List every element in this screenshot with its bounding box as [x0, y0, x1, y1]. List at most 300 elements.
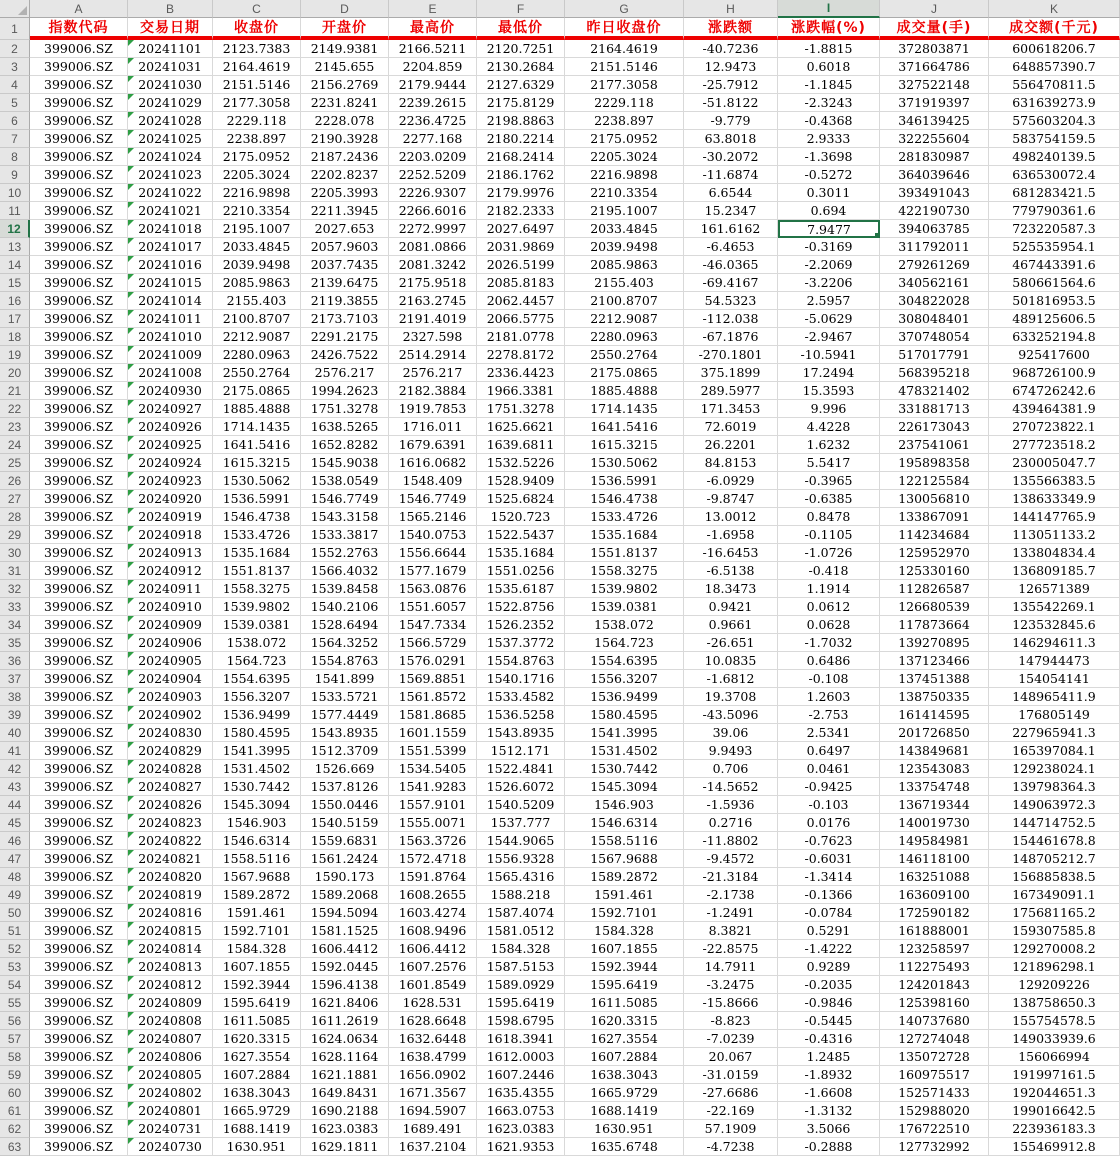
- cell-A37[interactable]: 399006.SZ: [30, 670, 128, 688]
- cell-C39[interactable]: 1536.9499: [213, 706, 301, 724]
- row-header-32[interactable]: 32: [0, 580, 30, 598]
- row-header-46[interactable]: 46: [0, 832, 30, 850]
- cell-E29[interactable]: 1540.0753: [389, 526, 477, 544]
- cell-E19[interactable]: 2514.2914: [389, 346, 477, 364]
- cell-C25[interactable]: 1615.3215: [213, 454, 301, 472]
- row-header-35[interactable]: 35: [0, 634, 30, 652]
- cell-A4[interactable]: 399006.SZ: [30, 76, 128, 94]
- cell-D30[interactable]: 1552.2763: [301, 544, 389, 562]
- cell-C30[interactable]: 1535.1684: [213, 544, 301, 562]
- row-header-51[interactable]: 51: [0, 922, 30, 940]
- cell-I3[interactable]: 0.6018: [778, 58, 880, 76]
- cell-C4[interactable]: 2151.5146: [213, 76, 301, 94]
- cell-G43[interactable]: 1545.3094: [565, 778, 684, 796]
- cell-E5[interactable]: 2239.2615: [389, 94, 477, 112]
- cell-D16[interactable]: 2119.3855: [301, 292, 389, 310]
- cell-K27[interactable]: 138633349.9: [989, 490, 1120, 508]
- cell-E39[interactable]: 1581.8685: [389, 706, 477, 724]
- cell-H38[interactable]: 19.3708: [684, 688, 778, 706]
- cell-I37[interactable]: -0.108: [778, 670, 880, 688]
- cell-B18[interactable]: 20241010: [128, 328, 213, 346]
- row-header-31[interactable]: 31: [0, 562, 30, 580]
- cell-D10[interactable]: 2205.3993: [301, 184, 389, 202]
- cell-H49[interactable]: -2.1738: [684, 886, 778, 904]
- cell-I25[interactable]: 5.5417: [778, 454, 880, 472]
- cell-C31[interactable]: 1551.8137: [213, 562, 301, 580]
- cell-H6[interactable]: -9.779: [684, 112, 778, 130]
- cell-E16[interactable]: 2163.2745: [389, 292, 477, 310]
- cell-A24[interactable]: 399006.SZ: [30, 436, 128, 454]
- cell-A20[interactable]: 399006.SZ: [30, 364, 128, 382]
- cell-K5[interactable]: 631639273.9: [989, 94, 1120, 112]
- cell-J54[interactable]: 124201843: [880, 976, 989, 994]
- cell-C7[interactable]: 2238.897: [213, 130, 301, 148]
- row-header-23[interactable]: 23: [0, 418, 30, 436]
- cell-A12[interactable]: 399006.SZ: [30, 220, 128, 238]
- cell-C37[interactable]: 1554.6395: [213, 670, 301, 688]
- cell-E52[interactable]: 1606.4412: [389, 940, 477, 958]
- cell-H41[interactable]: 9.9493: [684, 742, 778, 760]
- cell-F32[interactable]: 1535.6187: [477, 580, 565, 598]
- cell-G47[interactable]: 1567.9688: [565, 850, 684, 868]
- cell-E22[interactable]: 1919.7853: [389, 400, 477, 418]
- cell-A32[interactable]: 399006.SZ: [30, 580, 128, 598]
- cell-G21[interactable]: 1885.4888: [565, 382, 684, 400]
- cell-F59[interactable]: 1607.2446: [477, 1066, 565, 1084]
- cell-C43[interactable]: 1530.7442: [213, 778, 301, 796]
- cell-D52[interactable]: 1606.4412: [301, 940, 389, 958]
- cell-B38[interactable]: 20240903: [128, 688, 213, 706]
- cell-J18[interactable]: 370748054: [880, 328, 989, 346]
- cell-B54[interactable]: 20240812: [128, 976, 213, 994]
- cell-H33[interactable]: 0.9421: [684, 598, 778, 616]
- cell-K16[interactable]: 501816953.5: [989, 292, 1120, 310]
- cell-E40[interactable]: 1601.1559: [389, 724, 477, 742]
- cell-H5[interactable]: -51.8122: [684, 94, 778, 112]
- cell-C33[interactable]: 1539.9802: [213, 598, 301, 616]
- cell-I22[interactable]: 9.996: [778, 400, 880, 418]
- cell-E36[interactable]: 1576.0291: [389, 652, 477, 670]
- cell-F18[interactable]: 2181.0778: [477, 328, 565, 346]
- cell-K49[interactable]: 167349091.1: [989, 886, 1120, 904]
- cell-I57[interactable]: -0.4316: [778, 1030, 880, 1048]
- cell-E6[interactable]: 2236.4725: [389, 112, 477, 130]
- cell-I7[interactable]: 2.9333: [778, 130, 880, 148]
- cell-A29[interactable]: 399006.SZ: [30, 526, 128, 544]
- cell-C61[interactable]: 1665.9729: [213, 1102, 301, 1120]
- cell-G23[interactable]: 1641.5416: [565, 418, 684, 436]
- row-header-8[interactable]: 8: [0, 148, 30, 166]
- cell-B56[interactable]: 20240808: [128, 1012, 213, 1030]
- cell-K43[interactable]: 139798364.3: [989, 778, 1120, 796]
- cell-G27[interactable]: 1546.4738: [565, 490, 684, 508]
- cell-J52[interactable]: 123258597: [880, 940, 989, 958]
- cell-K52[interactable]: 129270008.2: [989, 940, 1120, 958]
- cell-G16[interactable]: 2100.8707: [565, 292, 684, 310]
- cell-G10[interactable]: 2210.3354: [565, 184, 684, 202]
- cell-H42[interactable]: 0.706: [684, 760, 778, 778]
- cell-G39[interactable]: 1580.4595: [565, 706, 684, 724]
- cell-K51[interactable]: 159307585.8: [989, 922, 1120, 940]
- cell-G55[interactable]: 1611.5085: [565, 994, 684, 1012]
- cell-E51[interactable]: 1608.9496: [389, 922, 477, 940]
- cell-I18[interactable]: -2.9467: [778, 328, 880, 346]
- cell-K47[interactable]: 148705212.7: [989, 850, 1120, 868]
- cell-C19[interactable]: 2280.0963: [213, 346, 301, 364]
- cell-D32[interactable]: 1539.8458: [301, 580, 389, 598]
- cell-J29[interactable]: 114234684: [880, 526, 989, 544]
- cell-D4[interactable]: 2156.2769: [301, 76, 389, 94]
- cell-J28[interactable]: 133867091: [880, 508, 989, 526]
- cell-B29[interactable]: 20240918: [128, 526, 213, 544]
- cell-C32[interactable]: 1558.3275: [213, 580, 301, 598]
- cell-E41[interactable]: 1551.5399: [389, 742, 477, 760]
- cell-C46[interactable]: 1546.6314: [213, 832, 301, 850]
- cell-E25[interactable]: 1616.0682: [389, 454, 477, 472]
- cell-J30[interactable]: 125952970: [880, 544, 989, 562]
- cell-K13[interactable]: 525535954.1: [989, 238, 1120, 256]
- cell-B11[interactable]: 20241021: [128, 202, 213, 220]
- cell-C63[interactable]: 1630.951: [213, 1138, 301, 1156]
- cell-B52[interactable]: 20240814: [128, 940, 213, 958]
- cell-G9[interactable]: 2216.9898: [565, 166, 684, 184]
- cell-K53[interactable]: 121896298.1: [989, 958, 1120, 976]
- cell-J19[interactable]: 517017791: [880, 346, 989, 364]
- column-header-E[interactable]: E: [389, 0, 477, 18]
- row-header-50[interactable]: 50: [0, 904, 30, 922]
- cell-J25[interactable]: 195898358: [880, 454, 989, 472]
- cell-B32[interactable]: 20240911: [128, 580, 213, 598]
- cell-H30[interactable]: -16.6453: [684, 544, 778, 562]
- cell-B39[interactable]: 20240902: [128, 706, 213, 724]
- cell-B41[interactable]: 20240829: [128, 742, 213, 760]
- cell-B49[interactable]: 20240819: [128, 886, 213, 904]
- cell-G6[interactable]: 2238.897: [565, 112, 684, 130]
- cell-D39[interactable]: 1577.4449: [301, 706, 389, 724]
- cell-K14[interactable]: 467443391.6: [989, 256, 1120, 274]
- cell-D34[interactable]: 1528.6494: [301, 616, 389, 634]
- cell-C49[interactable]: 1589.2872: [213, 886, 301, 904]
- cell-C21[interactable]: 2175.0865: [213, 382, 301, 400]
- cell-F9[interactable]: 2186.1762: [477, 166, 565, 184]
- cell-D11[interactable]: 2211.3945: [301, 202, 389, 220]
- cell-D6[interactable]: 2228.078: [301, 112, 389, 130]
- row-header-56[interactable]: 56: [0, 1012, 30, 1030]
- cell-C26[interactable]: 1530.5062: [213, 472, 301, 490]
- cell-B40[interactable]: 20240830: [128, 724, 213, 742]
- cell-H58[interactable]: 20.067: [684, 1048, 778, 1066]
- cell-K24[interactable]: 277723518.2: [989, 436, 1120, 454]
- cell-E35[interactable]: 1566.5729: [389, 634, 477, 652]
- row-header-63[interactable]: 63: [0, 1138, 30, 1156]
- cell-B16[interactable]: 20241014: [128, 292, 213, 310]
- row-header-52[interactable]: 52: [0, 940, 30, 958]
- header-cell-H[interactable]: 涨跌额: [684, 18, 778, 40]
- row-header-41[interactable]: 41: [0, 742, 30, 760]
- cell-D13[interactable]: 2057.9603: [301, 238, 389, 256]
- cell-J5[interactable]: 371919397: [880, 94, 989, 112]
- cell-J32[interactable]: 112826587: [880, 580, 989, 598]
- cell-A18[interactable]: 399006.SZ: [30, 328, 128, 346]
- cell-J2[interactable]: 372803871: [880, 40, 989, 58]
- cell-I2[interactable]: -1.8815: [778, 40, 880, 58]
- cell-E20[interactable]: 2576.217: [389, 364, 477, 382]
- cell-F39[interactable]: 1536.5258: [477, 706, 565, 724]
- cell-K26[interactable]: 135566383.5: [989, 472, 1120, 490]
- cell-C17[interactable]: 2100.8707: [213, 310, 301, 328]
- cell-H17[interactable]: -112.038: [684, 310, 778, 328]
- cell-I16[interactable]: 2.5957: [778, 292, 880, 310]
- cell-B59[interactable]: 20240805: [128, 1066, 213, 1084]
- cell-G38[interactable]: 1536.9499: [565, 688, 684, 706]
- cell-C62[interactable]: 1688.1419: [213, 1120, 301, 1138]
- cell-C10[interactable]: 2216.9898: [213, 184, 301, 202]
- cell-F35[interactable]: 1537.3772: [477, 634, 565, 652]
- cell-A43[interactable]: 399006.SZ: [30, 778, 128, 796]
- header-cell-I[interactable]: 涨跌幅(%): [778, 18, 880, 40]
- cell-F26[interactable]: 1528.9409: [477, 472, 565, 490]
- cell-A62[interactable]: 399006.SZ: [30, 1120, 128, 1138]
- header-cell-K[interactable]: 成交额(千元): [989, 18, 1120, 40]
- cell-D60[interactable]: 1649.8431: [301, 1084, 389, 1102]
- row-header-19[interactable]: 19: [0, 346, 30, 364]
- cell-I8[interactable]: -1.3698: [778, 148, 880, 166]
- cell-H4[interactable]: -25.7912: [684, 76, 778, 94]
- cell-K44[interactable]: 149063972.3: [989, 796, 1120, 814]
- row-header-13[interactable]: 13: [0, 238, 30, 256]
- cell-A50[interactable]: 399006.SZ: [30, 904, 128, 922]
- cell-J37[interactable]: 137451388: [880, 670, 989, 688]
- cell-A47[interactable]: 399006.SZ: [30, 850, 128, 868]
- cell-J24[interactable]: 237541061: [880, 436, 989, 454]
- cell-E47[interactable]: 1572.4718: [389, 850, 477, 868]
- cell-C27[interactable]: 1536.5991: [213, 490, 301, 508]
- cell-I31[interactable]: -0.418: [778, 562, 880, 580]
- row-header-44[interactable]: 44: [0, 796, 30, 814]
- cell-E14[interactable]: 2081.3242: [389, 256, 477, 274]
- cell-F37[interactable]: 1540.1716: [477, 670, 565, 688]
- cell-D49[interactable]: 1589.2068: [301, 886, 389, 904]
- row-header-4[interactable]: 4: [0, 76, 30, 94]
- cell-E44[interactable]: 1557.9101: [389, 796, 477, 814]
- cell-D50[interactable]: 1594.5094: [301, 904, 389, 922]
- cell-D37[interactable]: 1541.899: [301, 670, 389, 688]
- cell-A38[interactable]: 399006.SZ: [30, 688, 128, 706]
- cell-G26[interactable]: 1536.5991: [565, 472, 684, 490]
- row-header-53[interactable]: 53: [0, 958, 30, 976]
- cell-F45[interactable]: 1537.777: [477, 814, 565, 832]
- cell-J53[interactable]: 112275493: [880, 958, 989, 976]
- cell-I19[interactable]: -10.5941: [778, 346, 880, 364]
- cell-E18[interactable]: 2327.598: [389, 328, 477, 346]
- cell-I24[interactable]: 1.6232: [778, 436, 880, 454]
- cell-G5[interactable]: 2229.118: [565, 94, 684, 112]
- cell-J10[interactable]: 393491043: [880, 184, 989, 202]
- cell-H22[interactable]: 171.3453: [684, 400, 778, 418]
- column-header-G[interactable]: G: [565, 0, 684, 18]
- cell-E15[interactable]: 2175.9518: [389, 274, 477, 292]
- row-header-28[interactable]: 28: [0, 508, 30, 526]
- cell-G30[interactable]: 1551.8137: [565, 544, 684, 562]
- cell-C55[interactable]: 1595.6419: [213, 994, 301, 1012]
- cell-K15[interactable]: 580661564.6: [989, 274, 1120, 292]
- cell-G63[interactable]: 1635.6748: [565, 1138, 684, 1156]
- cell-C15[interactable]: 2085.9863: [213, 274, 301, 292]
- cell-C44[interactable]: 1545.3094: [213, 796, 301, 814]
- row-header-15[interactable]: 15: [0, 274, 30, 292]
- cell-H43[interactable]: -14.5652: [684, 778, 778, 796]
- cell-A39[interactable]: 399006.SZ: [30, 706, 128, 724]
- cell-J33[interactable]: 126680539: [880, 598, 989, 616]
- cell-H39[interactable]: -43.5096: [684, 706, 778, 724]
- cell-A60[interactable]: 399006.SZ: [30, 1084, 128, 1102]
- cell-G3[interactable]: 2151.5146: [565, 58, 684, 76]
- cell-A34[interactable]: 399006.SZ: [30, 616, 128, 634]
- cell-F14[interactable]: 2026.5199: [477, 256, 565, 274]
- cell-E4[interactable]: 2179.9444: [389, 76, 477, 94]
- cell-K6[interactable]: 575603204.3: [989, 112, 1120, 130]
- cell-D46[interactable]: 1559.6831: [301, 832, 389, 850]
- cell-E46[interactable]: 1563.3726: [389, 832, 477, 850]
- cell-G29[interactable]: 1535.1684: [565, 526, 684, 544]
- cell-K29[interactable]: 113051133.2: [989, 526, 1120, 544]
- cell-K33[interactable]: 135542269.1: [989, 598, 1120, 616]
- cell-J4[interactable]: 327522148: [880, 76, 989, 94]
- cell-D31[interactable]: 1566.4032: [301, 562, 389, 580]
- cell-E13[interactable]: 2081.0866: [389, 238, 477, 256]
- cell-I26[interactable]: -0.3965: [778, 472, 880, 490]
- cell-J13[interactable]: 311792011: [880, 238, 989, 256]
- cell-D25[interactable]: 1545.9038: [301, 454, 389, 472]
- cell-H60[interactable]: -27.6686: [684, 1084, 778, 1102]
- cell-B6[interactable]: 20241028: [128, 112, 213, 130]
- cell-F51[interactable]: 1581.0512: [477, 922, 565, 940]
- cell-I61[interactable]: -1.3132: [778, 1102, 880, 1120]
- cell-K41[interactable]: 165397084.1: [989, 742, 1120, 760]
- cell-B60[interactable]: 20240802: [128, 1084, 213, 1102]
- cell-G60[interactable]: 1665.9729: [565, 1084, 684, 1102]
- cell-C11[interactable]: 2210.3354: [213, 202, 301, 220]
- cell-F56[interactable]: 1598.6795: [477, 1012, 565, 1030]
- cell-I14[interactable]: -2.2069: [778, 256, 880, 274]
- cell-F40[interactable]: 1543.8935: [477, 724, 565, 742]
- cell-G8[interactable]: 2205.3024: [565, 148, 684, 166]
- cell-B34[interactable]: 20240909: [128, 616, 213, 634]
- cell-A63[interactable]: 399006.SZ: [30, 1138, 128, 1156]
- cell-D40[interactable]: 1543.8935: [301, 724, 389, 742]
- cell-B9[interactable]: 20241023: [128, 166, 213, 184]
- cell-A26[interactable]: 399006.SZ: [30, 472, 128, 490]
- cell-I6[interactable]: -0.4368: [778, 112, 880, 130]
- row-header-36[interactable]: 36: [0, 652, 30, 670]
- cell-I5[interactable]: -2.3243: [778, 94, 880, 112]
- cell-K45[interactable]: 144714752.5: [989, 814, 1120, 832]
- cell-I20[interactable]: 17.2494: [778, 364, 880, 382]
- cell-B22[interactable]: 20240927: [128, 400, 213, 418]
- cell-B2[interactable]: 20241101: [128, 40, 213, 58]
- cell-G2[interactable]: 2164.4619: [565, 40, 684, 58]
- cell-C54[interactable]: 1592.3944: [213, 976, 301, 994]
- cell-D44[interactable]: 1550.0446: [301, 796, 389, 814]
- cell-G14[interactable]: 2085.9863: [565, 256, 684, 274]
- cell-I40[interactable]: 2.5341: [778, 724, 880, 742]
- cell-A17[interactable]: 399006.SZ: [30, 310, 128, 328]
- cell-C2[interactable]: 2123.7383: [213, 40, 301, 58]
- column-header-C[interactable]: C: [213, 0, 301, 18]
- cell-B53[interactable]: 20240813: [128, 958, 213, 976]
- cell-D59[interactable]: 1621.1881: [301, 1066, 389, 1084]
- cell-E32[interactable]: 1563.0876: [389, 580, 477, 598]
- cell-D19[interactable]: 2426.7522: [301, 346, 389, 364]
- cell-G19[interactable]: 2550.2764: [565, 346, 684, 364]
- cell-K25[interactable]: 230005047.7: [989, 454, 1120, 472]
- cell-C29[interactable]: 1533.4726: [213, 526, 301, 544]
- cell-B31[interactable]: 20240912: [128, 562, 213, 580]
- cell-G44[interactable]: 1546.903: [565, 796, 684, 814]
- cell-A58[interactable]: 399006.SZ: [30, 1048, 128, 1066]
- cell-K57[interactable]: 149033939.6: [989, 1030, 1120, 1048]
- cell-E8[interactable]: 2203.0209: [389, 148, 477, 166]
- cell-K60[interactable]: 192044651.3: [989, 1084, 1120, 1102]
- cell-C42[interactable]: 1531.4502: [213, 760, 301, 778]
- cell-K21[interactable]: 674726242.6: [989, 382, 1120, 400]
- cell-G17[interactable]: 2212.9087: [565, 310, 684, 328]
- cell-E30[interactable]: 1556.6644: [389, 544, 477, 562]
- cell-F13[interactable]: 2031.9869: [477, 238, 565, 256]
- cell-G45[interactable]: 1546.6314: [565, 814, 684, 832]
- column-header-A[interactable]: A: [30, 0, 128, 18]
- cell-E2[interactable]: 2166.5211: [389, 40, 477, 58]
- cell-G7[interactable]: 2175.0952: [565, 130, 684, 148]
- cell-C9[interactable]: 2205.3024: [213, 166, 301, 184]
- cell-K46[interactable]: 154461678.8: [989, 832, 1120, 850]
- cell-J39[interactable]: 161414595: [880, 706, 989, 724]
- cell-F43[interactable]: 1526.6072: [477, 778, 565, 796]
- header-cell-J[interactable]: 成交量(手): [880, 18, 989, 40]
- cell-I60[interactable]: -1.6608: [778, 1084, 880, 1102]
- column-header-K[interactable]: K: [989, 0, 1120, 18]
- row-header-42[interactable]: 42: [0, 760, 30, 778]
- row-header-38[interactable]: 38: [0, 688, 30, 706]
- cell-E11[interactable]: 2266.6016: [389, 202, 477, 220]
- cell-E26[interactable]: 1548.409: [389, 472, 477, 490]
- cell-F47[interactable]: 1556.9328: [477, 850, 565, 868]
- cell-B63[interactable]: 20240730: [128, 1138, 213, 1156]
- cell-K38[interactable]: 148965411.9: [989, 688, 1120, 706]
- cell-C12[interactable]: 2195.1007: [213, 220, 301, 238]
- cell-F16[interactable]: 2062.4457: [477, 292, 565, 310]
- cell-A36[interactable]: 399006.SZ: [30, 652, 128, 670]
- cell-C5[interactable]: 2177.3058: [213, 94, 301, 112]
- cell-H15[interactable]: -69.4167: [684, 274, 778, 292]
- cell-C6[interactable]: 2229.118: [213, 112, 301, 130]
- cell-E43[interactable]: 1541.9283: [389, 778, 477, 796]
- cell-B12[interactable]: 20241018: [128, 220, 213, 238]
- cell-E63[interactable]: 1637.2104: [389, 1138, 477, 1156]
- cell-A56[interactable]: 399006.SZ: [30, 1012, 128, 1030]
- cell-H51[interactable]: 8.3821: [684, 922, 778, 940]
- cell-J9[interactable]: 364039646: [880, 166, 989, 184]
- cell-A46[interactable]: 399006.SZ: [30, 832, 128, 850]
- cell-A61[interactable]: 399006.SZ: [30, 1102, 128, 1120]
- cell-K37[interactable]: 154054141: [989, 670, 1120, 688]
- cell-I36[interactable]: 0.6486: [778, 652, 880, 670]
- cell-A14[interactable]: 399006.SZ: [30, 256, 128, 274]
- cell-F12[interactable]: 2027.6497: [477, 220, 565, 238]
- cell-K42[interactable]: 129238024.1: [989, 760, 1120, 778]
- cell-H40[interactable]: 39.06: [684, 724, 778, 742]
- cell-I47[interactable]: -0.6031: [778, 850, 880, 868]
